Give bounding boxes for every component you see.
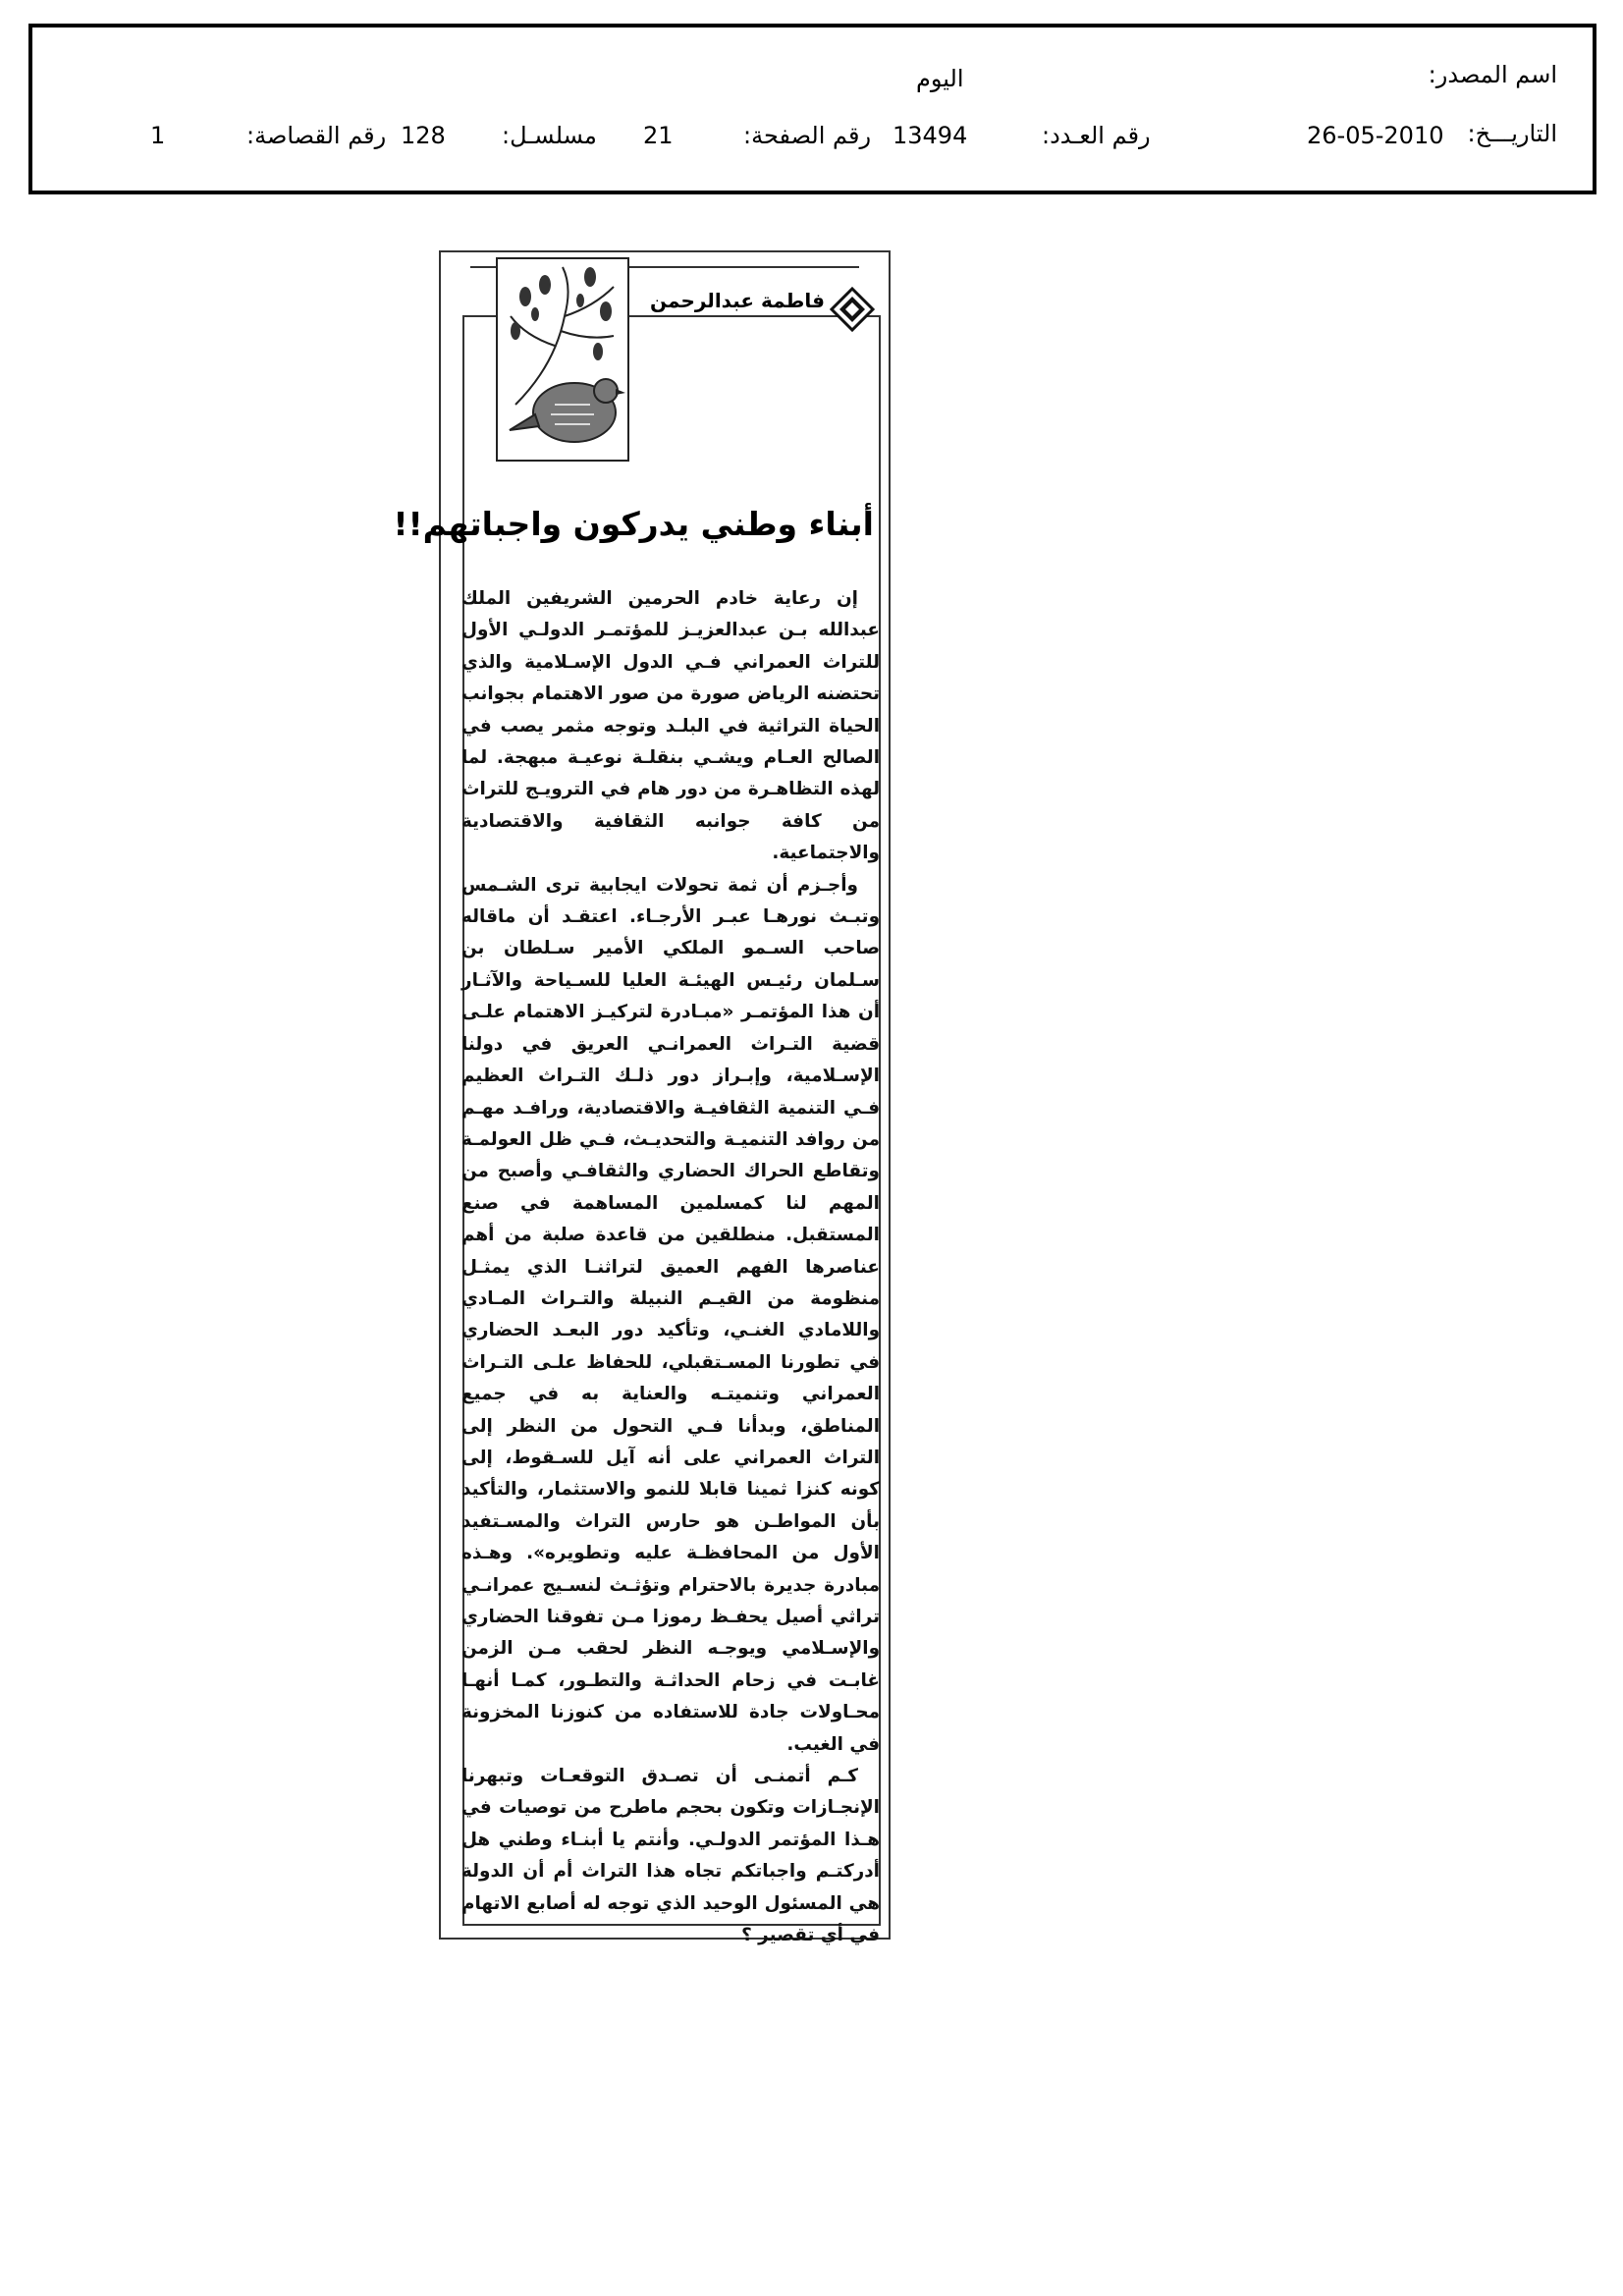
- source-label: اسم المصدر:: [1428, 61, 1557, 88]
- page-label: رقم الصفحة:: [743, 122, 872, 149]
- clipping-value: 1: [150, 122, 166, 149]
- article-paragraph: إن رعاية خادم الحرمين الشريفين الملك عبدالله بـن عبدالعزيـز للمؤتمـر الدولـي الأول للتراث العمراني فـي الدول الإسـلامية والذي تحتضنه الرياض صورة من صور الاهتمام بجوانب الحياة التراثية في البلـد وتوجه مثمر يصب في الصالح العـام ويشـي بنقلـة نوعيـة مبهجة. لما لهذه التظاهـرة من دور هام في الترويـج للتراث من كافة جوانبه الثقافية والاقتصادية والاجتماعية.: [461, 588, 880, 864]
- issue-label: رقم العـدد:: [1042, 122, 1151, 149]
- article-title: أبناء وطني يدركون واجباتهم!!: [393, 505, 874, 543]
- article-body: [461, 583, 880, 1951]
- source-value: اليوم: [916, 65, 964, 92]
- date-value: 26-05-2010: [1307, 122, 1444, 149]
- issue-value: 13494: [893, 122, 968, 149]
- bird-branch-illustration: [496, 257, 629, 462]
- serial-label: مسلسـل:: [502, 122, 597, 149]
- clipping-header-box: [28, 24, 1596, 194]
- article-paragraph: وأجـزم أن ثمة تحولات ايجابية ترى الشـمس وتبـث نورهـا عبـر الأرجـاء. اعتقـد أن ماقاله صاحب السـمو الملكي الأمير سـلطان بن سـلمان رئيـس الهيئـة العليا للسـياحة والآثـار أن هذا المؤتمـر «مبـادرة لتركيـز الاهتمام علـى قضية التـراث العمرانـي العريق في دولنا الإسـلامية، وإبـراز دور ذلـك التـراث العظيم فـي التنمية الثقافيـة والاقتصادية، ورافـد مهـم من روافد التنميـة والتحديـث، فـي ظل العولمـة وتقاطع الحراك الحضاري والثقافـي وأصبح من المهم لنا كمسلمين المساهمة في صنع المستقبل. منطلقين من قاعدة صلبة من أهم عناصرها الفهم العميق لتراثنـا الذي يمثـل منظومة من القيـم النبيلة والتـراث المـادي واللامادي الغنـي، وتأكيد دور البعـد الحضاري في تطورنا المسـتقبلي، للحفاظ علـى التـراث العمراني وتنميتـه والعناية به في جميع المناطق، وبدأنا فـي التحول من النظر إلى التراث العمراني على أنه آيل للسـقوط، إلى كونه كنزا ثمينا قابلا للنمو والاستثمار، والتأكيد بأن المواطـن هو حارس التراث والمسـتفيد الأول من المحافظـة عليه وتطويره». وهـذه مبادرة جديرة بالاحترام وتؤثـث لنسـيج عمرانـي تراثي أصيل يحفـظ رموزا مـن تفوقنا الحضاري والإسـلامي ويوجـه النظر لحقب مـن الزمن غابـت في زحام الحداثـة والتطـور، كمـا أنهـا محـاولات جادة للاستفاده من كنوزنا المخزونة في الغيب.: [461, 874, 880, 1755]
- clipping-label: رقم القصاصة:: [246, 122, 387, 149]
- page-value: 21: [643, 122, 674, 149]
- date-label: التاريـــخ:: [1467, 120, 1557, 147]
- author-name: فاطمة عبدالرحمن: [650, 289, 825, 312]
- column-diamond-emblem: [830, 287, 875, 332]
- serial-value: 128: [401, 122, 446, 149]
- article-paragraph: كـم أتمنـى أن تصـدق التوقعـات وتبهرنا الإنجـازات وتكون بحجم ماطرح من توصيات في هـذا المؤتمر الدولـي. وأنتم يا أبنـاء وطني هل أدركتـم واجباتكم تجاه هذا التراث أم أن الدولة هي المسئول الوحيد الذي توجه له أصابع الاتهام في أي تقصير ؟: [461, 1766, 880, 1946]
